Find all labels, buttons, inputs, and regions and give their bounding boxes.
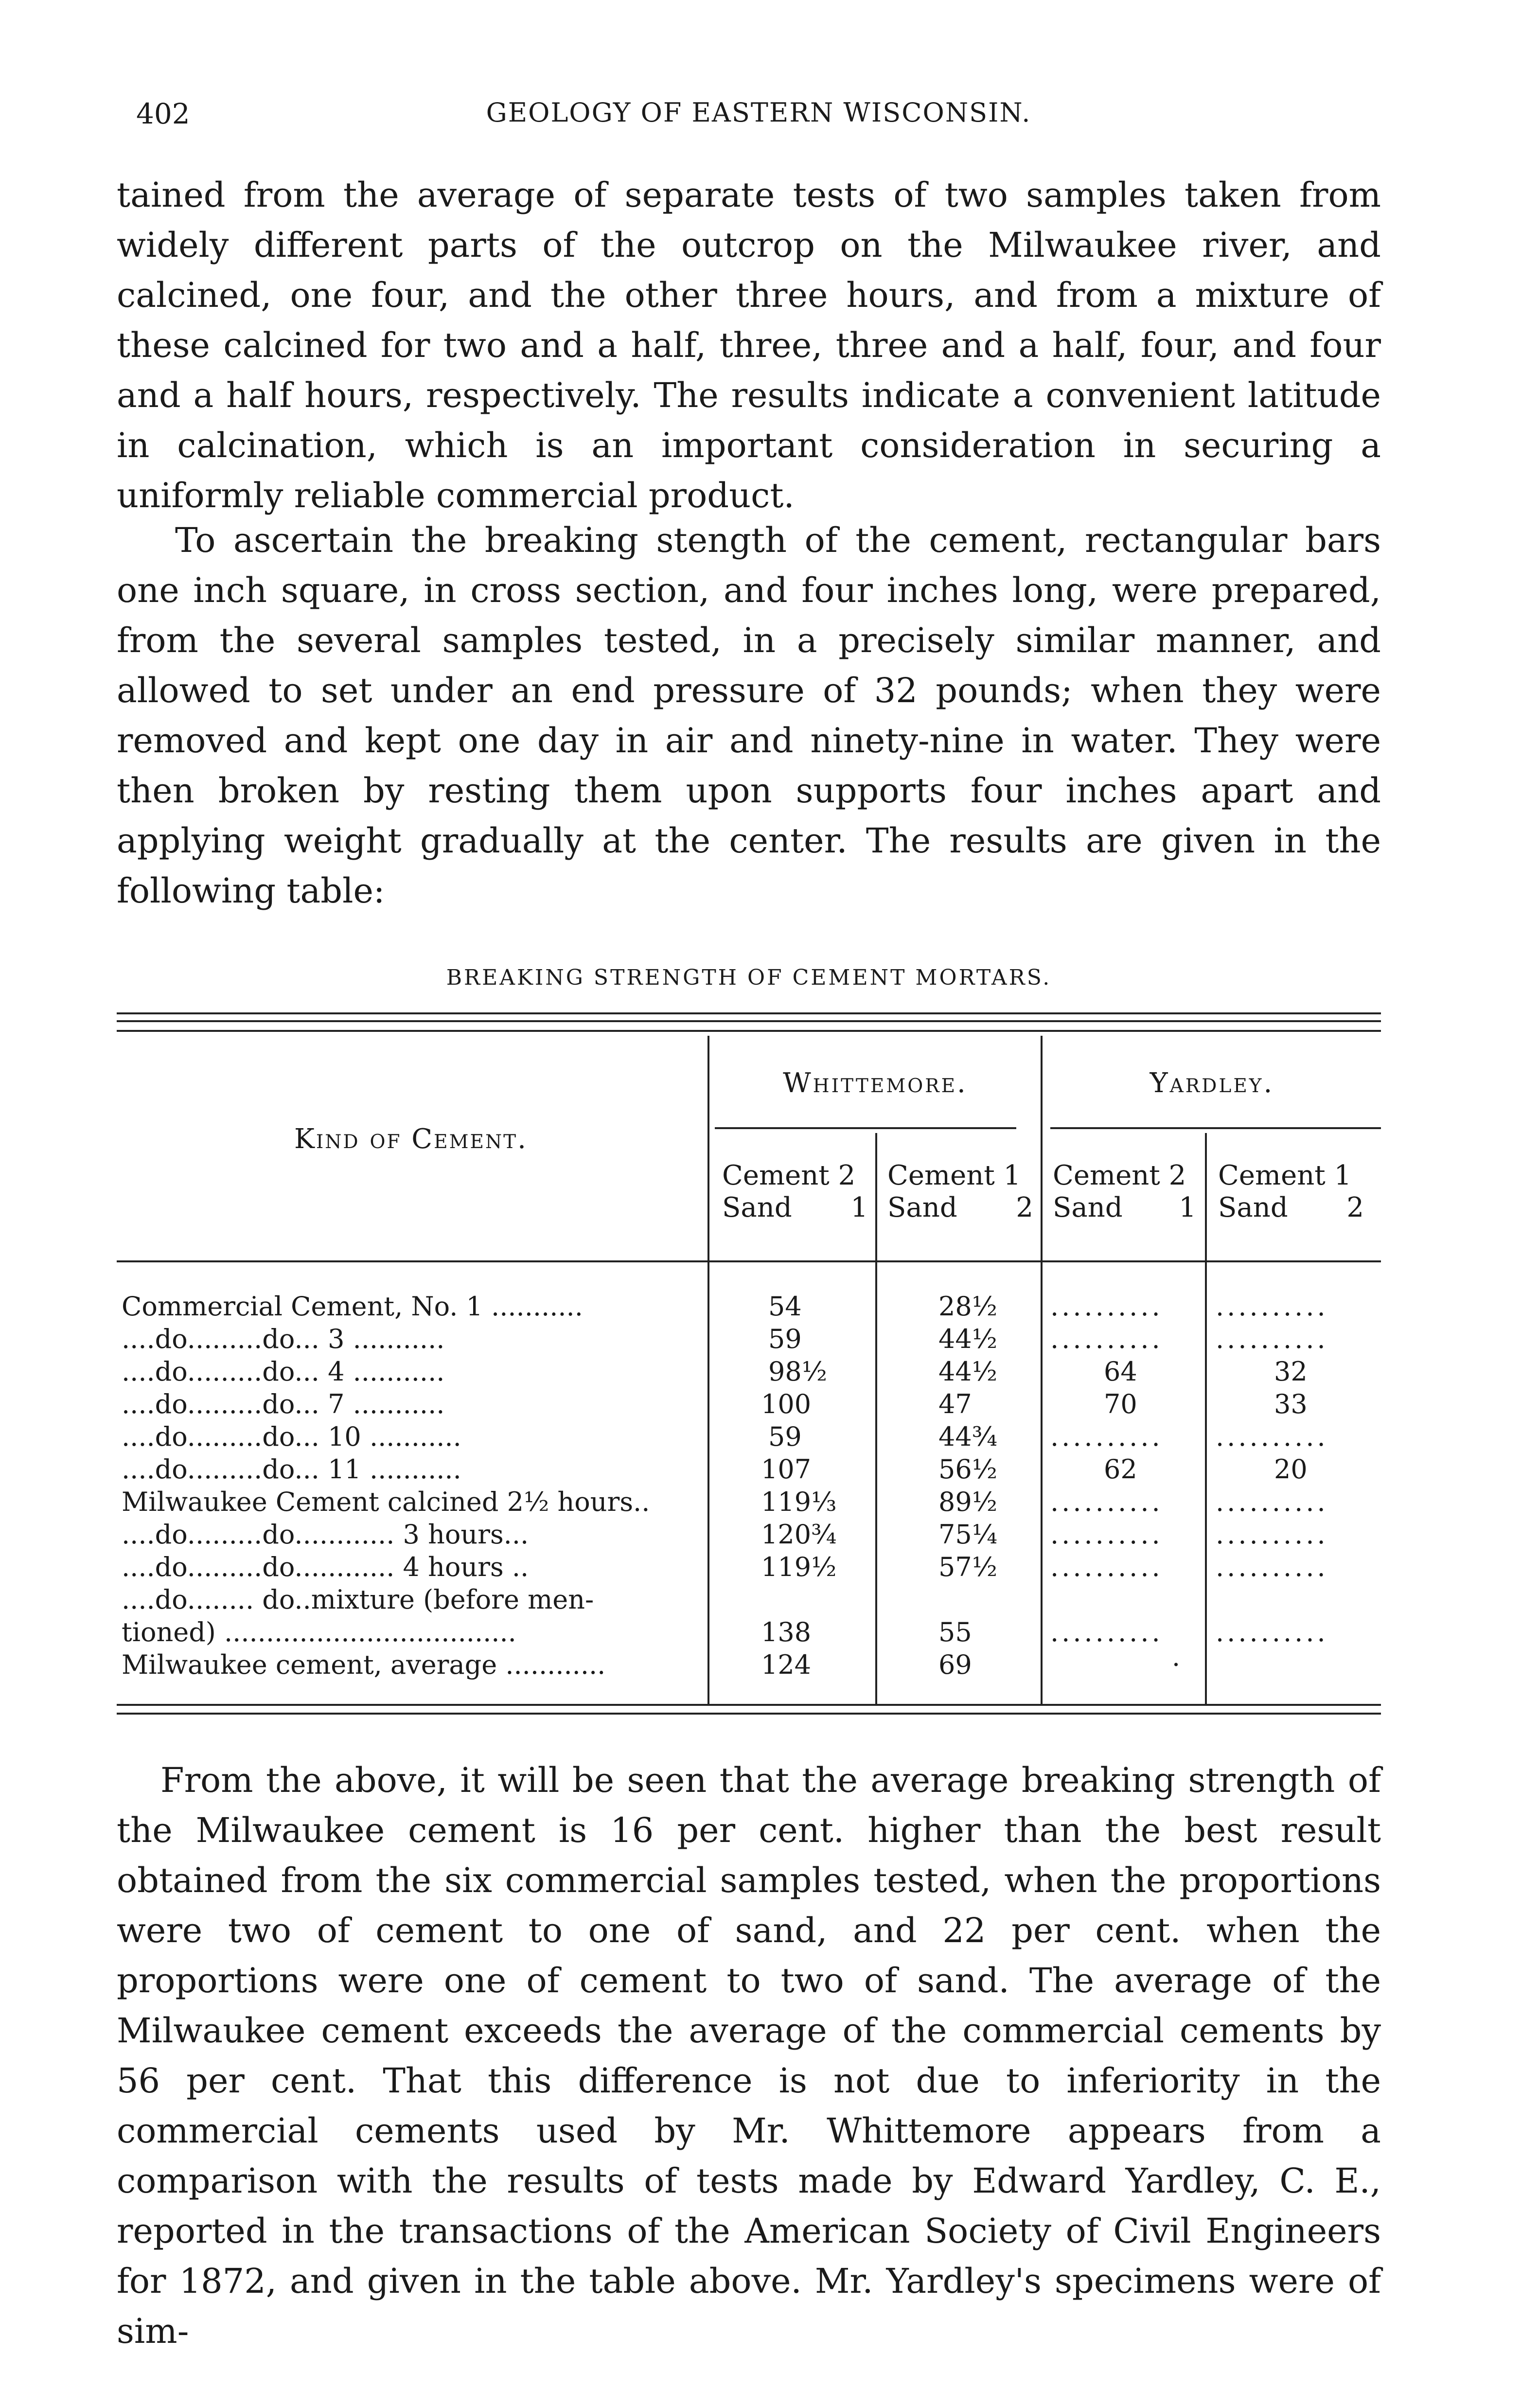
table-bottom-rule-2 bbox=[117, 1713, 1381, 1715]
yardley-c1-value: .......... bbox=[1216, 1519, 1328, 1550]
yardley-c2-value: · bbox=[1172, 1649, 1181, 1680]
whittemore-cement2-sand1-header bbox=[722, 1160, 868, 1224]
row-label: ....do.........do... 10 ........... bbox=[122, 1421, 461, 1452]
whittemore-c2-value: 98½ bbox=[768, 1356, 828, 1387]
yardley-c1-value: .......... bbox=[1216, 1552, 1328, 1582]
yardley-c2-value: 70 bbox=[1104, 1389, 1137, 1419]
kind-of-cement-header: Kind of Cement. bbox=[294, 1123, 528, 1155]
subheader-line1: Cement 1 bbox=[1218, 1160, 1352, 1191]
row-label: ....do.........do... 4 ........... bbox=[122, 1356, 445, 1387]
whittemore-c2-value: 119½ bbox=[761, 1552, 837, 1582]
subheader-line1: Cement 2 bbox=[722, 1160, 856, 1191]
yardley-c2-value: .......... bbox=[1050, 1487, 1163, 1517]
row-label: Commercial Cement, No. 1 ........... bbox=[122, 1291, 583, 1322]
subheader-ratio: 2 bbox=[1346, 1192, 1364, 1223]
whittemore-c1-value: 75¼ bbox=[938, 1519, 998, 1550]
subheader-sand: Sand bbox=[1218, 1192, 1288, 1223]
whittemore-c1-value: 89½ bbox=[938, 1487, 998, 1517]
whittemore-c2-value: 138 bbox=[761, 1617, 812, 1647]
yardley-c1-value: .......... bbox=[1216, 1324, 1328, 1354]
row-label: ....do........ do..mixture (before men- bbox=[122, 1584, 594, 1615]
yardley-c2-value: 62 bbox=[1104, 1454, 1137, 1485]
subheader-line1: Cement 1 bbox=[887, 1160, 1021, 1191]
whittemore-c2-value: 124 bbox=[761, 1649, 812, 1680]
row-label: ....do.........do............ 3 hours... bbox=[122, 1519, 529, 1550]
yardley-c1-value: .......... bbox=[1216, 1617, 1328, 1647]
whittemore-c1-value: 56½ bbox=[938, 1454, 998, 1485]
whittemore-c2-value: 120¾ bbox=[761, 1519, 837, 1550]
subheader-sand: Sand bbox=[1053, 1192, 1123, 1223]
paragraph-2: To ascertain the breaking stength of the cement, rectangular bars one inch square, in cross section, and four inches long, were prepared, from the several samples tested, in a precisely similar manner, and allowed to set under an end pressure of 32 pounds; when they were removed and kept one day in air and ninety-nine in water. They were then broken by resting them upon supports four inches apart and applying weight gradually at the center. The results are given in the following table: bbox=[117, 520, 1381, 911]
whittemore-c2-value: 59 bbox=[768, 1324, 802, 1354]
whittemore-c1-value: 69 bbox=[938, 1649, 972, 1680]
yardley-c2-value: .......... bbox=[1050, 1421, 1163, 1452]
yardley-cement2-sand1-header bbox=[1053, 1160, 1196, 1224]
yardley-c2-value: .......... bbox=[1050, 1617, 1163, 1647]
table-top-rule-2 bbox=[117, 1020, 1381, 1022]
whittemore-underline bbox=[715, 1127, 1016, 1129]
whittemore-c2-value: 100 bbox=[761, 1389, 812, 1419]
yardley-c1-value: .......... bbox=[1216, 1291, 1328, 1322]
table-top-rule-1 bbox=[117, 1012, 1381, 1014]
col-sep-whittemore bbox=[875, 1133, 877, 1705]
paragraph-1: tained from the average of separate tests of two samples taken from widely different parts of the outcrop on the Milwaukee river, and calcined, one four, and the other three hours, and from a mixture of these calcined for two and a half, three, three and a half, four, and four and a half hours, respectively. The results indicate a convenient latitude in calcination, which is an important consideration in securing a uniformly reliable commercial product. bbox=[117, 175, 1381, 515]
whittemore-c1-value: 28½ bbox=[938, 1291, 998, 1322]
running-title: GEOLOGY OF EASTERN WISCONSIN. bbox=[486, 97, 1031, 128]
row-label: ....do.........do... 7 ........... bbox=[122, 1389, 445, 1419]
col-sep-kind bbox=[707, 1036, 709, 1705]
whittemore-c1-value: 44¾ bbox=[938, 1421, 998, 1452]
running-header bbox=[136, 97, 1381, 141]
col-sep-yardley bbox=[1205, 1133, 1207, 1705]
table-top-rule-3 bbox=[117, 1030, 1381, 1032]
row-label: ....do.........do... 3 ........... bbox=[122, 1324, 445, 1354]
whittemore-cement1-sand2-header bbox=[887, 1160, 1033, 1224]
subheader-line1: Cement 2 bbox=[1053, 1160, 1186, 1191]
yardley-cement1-sand2-header bbox=[1218, 1160, 1364, 1224]
whittemore-c1-value: 44½ bbox=[938, 1324, 998, 1354]
whittemore-c2-value: 54 bbox=[768, 1291, 802, 1322]
yardley-c1-value: .......... bbox=[1216, 1421, 1328, 1452]
whittemore-c2-value: 59 bbox=[768, 1421, 802, 1452]
page-number: 402 bbox=[136, 97, 190, 130]
subheader-ratio: 1 bbox=[850, 1192, 868, 1223]
yardley-underline bbox=[1050, 1127, 1381, 1129]
subheader-ratio: 1 bbox=[1179, 1192, 1196, 1223]
row-label: Milwaukee cement, average ............ bbox=[122, 1649, 606, 1680]
yardley-c1-value: 20 bbox=[1274, 1454, 1308, 1485]
subheader-sand: Sand bbox=[887, 1192, 957, 1223]
paragraph-3: From the above, it will be seen that the average breaking strength of the Milwaukee cement is 16 per cent. higher than the best result obtained from the six commercial samples tested, when the proportions were two of cement to one of sand, and 22 per cent. when the proportions were one of cement to two of sand. The average of the Milwaukee cement exceeds the average of the commercial cements by 56 per cent. That this difference is not due to inferiority in the commercial cements used by Mr. Whittemore appears from a comparison with the results of tests made by Edward Yardley, C. E., reported in the transactions of the American Society of Civil Engineers for 1872, and given in the table above. Mr. Yardley's specimens were of sim- bbox=[117, 1760, 1381, 2351]
yardley-c1-value: 33 bbox=[1274, 1389, 1308, 1419]
whittemore-c1-value: 55 bbox=[938, 1617, 972, 1647]
whittemore-c2-value: 119⅓ bbox=[761, 1487, 837, 1517]
header-bottom-rule bbox=[117, 1260, 1381, 1262]
whittemore-header: Whittemore. bbox=[783, 1067, 968, 1099]
subheader-sand: Sand bbox=[722, 1192, 792, 1223]
yardley-c2-value: 64 bbox=[1104, 1356, 1137, 1387]
col-sep-groups bbox=[1041, 1036, 1043, 1705]
row-label: ....do.........do............ 4 hours .. bbox=[122, 1552, 529, 1582]
yardley-header: Yardley. bbox=[1150, 1067, 1274, 1099]
whittemore-c1-value: 44½ bbox=[938, 1356, 998, 1387]
table-bottom-rule-1 bbox=[117, 1704, 1381, 1706]
row-label: ....do.........do... 11 ........... bbox=[122, 1454, 461, 1485]
row-label: tioned) ................................... bbox=[122, 1617, 516, 1647]
yardley-c2-value: .......... bbox=[1050, 1291, 1163, 1322]
yardley-c2-value: .......... bbox=[1050, 1552, 1163, 1582]
table-caption: BREAKING STRENGTH OF CEMENT MORTARS. bbox=[446, 965, 1052, 990]
whittemore-c2-value: 107 bbox=[761, 1454, 812, 1485]
yardley-c1-value: .......... bbox=[1216, 1487, 1328, 1517]
subheader-ratio: 2 bbox=[1016, 1192, 1033, 1223]
whittemore-c1-value: 47 bbox=[938, 1389, 972, 1419]
yardley-c1-value: 32 bbox=[1274, 1356, 1308, 1387]
yardley-c2-value: .......... bbox=[1050, 1324, 1163, 1354]
yardley-c2-value: .......... bbox=[1050, 1519, 1163, 1550]
whittemore-c1-value: 57½ bbox=[938, 1552, 998, 1582]
row-label: Milwaukee Cement calcined 2½ hours.. bbox=[122, 1487, 650, 1517]
